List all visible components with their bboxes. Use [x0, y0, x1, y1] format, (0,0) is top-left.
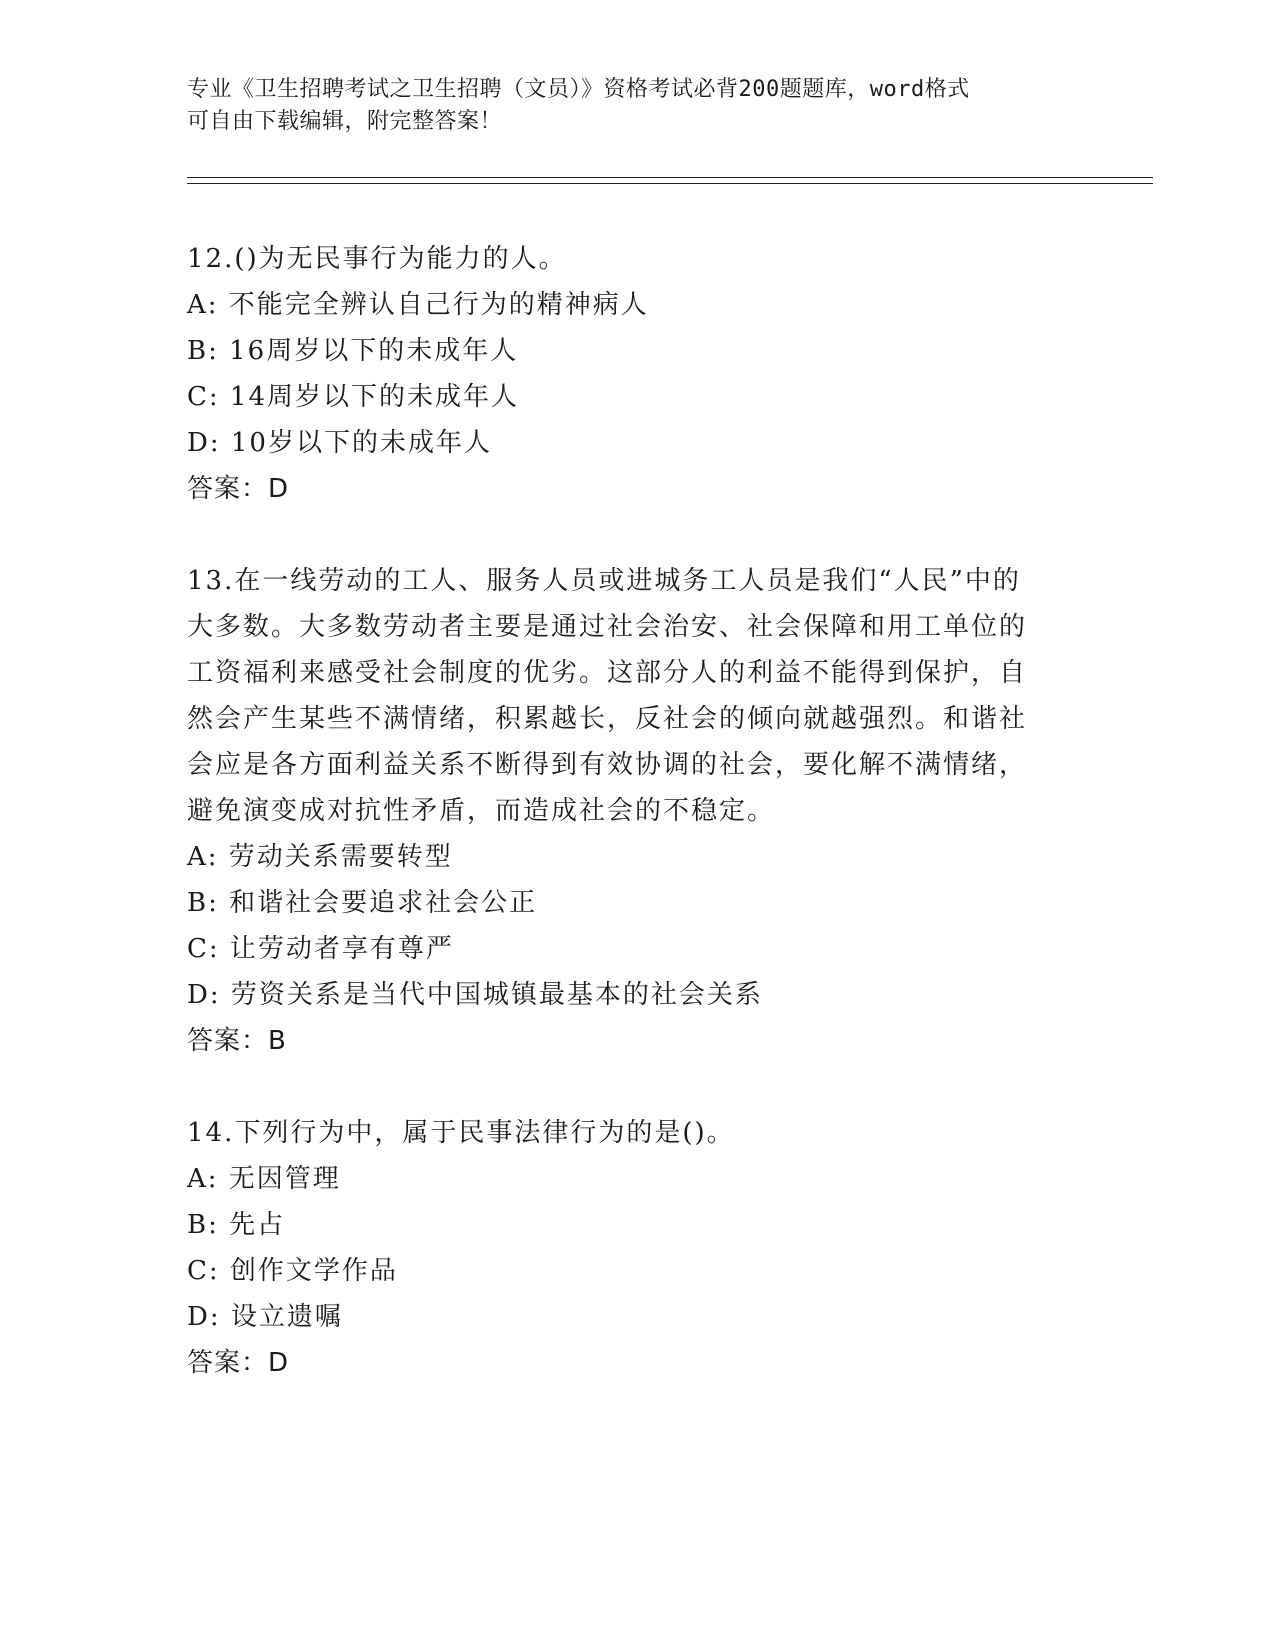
question-stem: 12.()为无民事行为能力的人。 [187, 244, 567, 274]
option-d: D: 10岁以下的未成年人 [187, 428, 492, 458]
header-line-2: 可自由下载编辑，附完整答案！ [187, 109, 503, 134]
question-spacer [187, 512, 1087, 558]
question-14 [187, 1110, 1087, 1386]
question-stem-line: 会应是各方面利益关系不断得到有效协调的社会，要化解不满情绪， [187, 750, 1028, 780]
option-d: D: 劳资关系是当代中国城镇最基本的社会关系 [187, 980, 763, 1010]
option-c: C: 创作文学作品 [187, 1256, 398, 1286]
question-13 [187, 558, 1087, 1064]
option-b: B: 16周岁以下的未成年人 [187, 336, 519, 366]
answer: 答案：B [187, 1026, 287, 1056]
question-stem-line: 避免演变成对抗性矛盾，而造成社会的不稳定。 [187, 796, 776, 826]
question-12 [187, 236, 1087, 512]
question-list [187, 236, 1087, 1386]
option-c: C: 14周岁以下的未成年人 [187, 382, 520, 412]
question-stem-line: 工资福利来感受社会制度的优劣。这部分人的利益不能得到保护，自 [187, 658, 1028, 688]
question-stem-line: 然会产生某些不满情绪，积累越长，反社会的倾向就越强烈。和谐社 [187, 704, 1028, 734]
option-c: C: 让劳动者享有尊严 [187, 934, 454, 964]
header-rule-top [187, 177, 1153, 178]
question-spacer [187, 1064, 1087, 1110]
question-stem: 14.下列行为中，属于民事法律行为的是()。 [187, 1118, 735, 1148]
header-rule-bottom [187, 183, 1153, 184]
header-line-1: 专业《卫生招聘考试之卫生招聘（文员）》资格考试必背200题题库，word格式 [187, 77, 970, 102]
option-b: B: 和谐社会要追求社会公正 [187, 888, 538, 918]
option-a: A: 无因管理 [187, 1164, 341, 1194]
question-stem-line: 大多数。大多数劳动者主要是通过社会治安、社会保障和用工单位的 [187, 612, 1028, 642]
option-a: A: 劳动关系需要转型 [187, 842, 453, 872]
answer: 答案：D [187, 1348, 290, 1378]
option-d: D: 设立遗嘱 [187, 1302, 343, 1332]
option-a: A: 不能完全辨认自己行为的精神病人 [187, 290, 649, 320]
answer: 答案：D [187, 474, 290, 504]
option-b: B: 先占 [187, 1210, 286, 1240]
question-stem-line: 13.在一线劳动的工人、服务人员或进城务工人员是我们“人民”中的 [187, 566, 1021, 596]
document-header [187, 74, 1067, 138]
